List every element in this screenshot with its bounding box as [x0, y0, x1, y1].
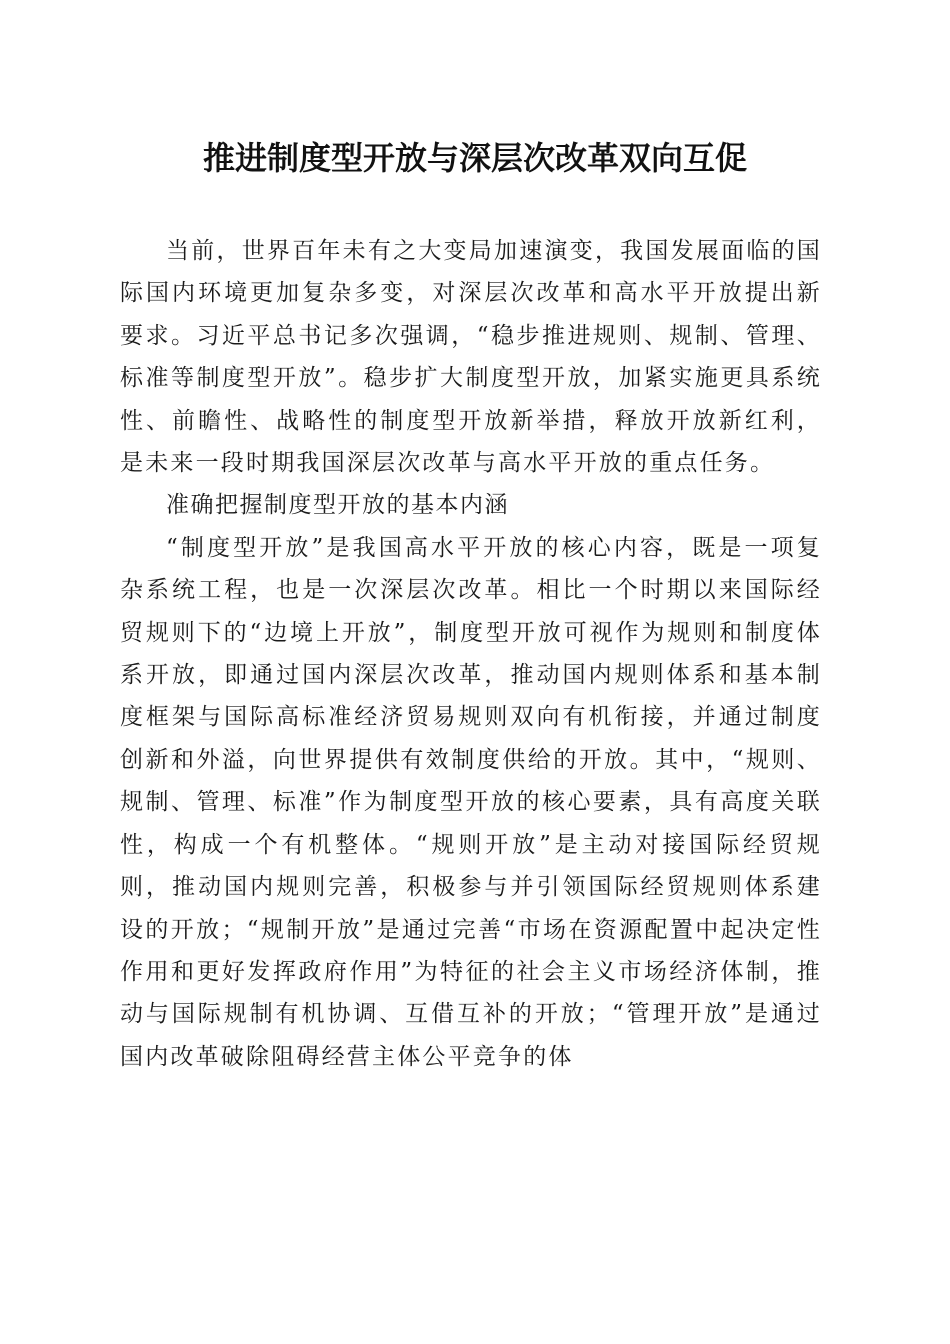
section-heading: 准确把握制度型开放的基本内涵 — [166, 492, 509, 519]
document-body — [120, 230, 822, 1078]
paragraph-intro: 当前，世界百年未有之大变局加速演变，我国发展面临的国际国内环境更加复杂多变，对深层次改革和高水平开放提出新要求。习近平总书记多次强调，“稳步推进规则、规制、管理、标准等制度型开放”。稳步扩大制度型开放，加紧实施更具系统性、前瞻性、战略性的制度型开放新举措，释放开放新红利，是未来一段时期我国深层次改革与高水平开放的重点任务。 — [120, 238, 822, 477]
paragraph-section-body: “制度型开放”是我国高水平开放的核心内容，既是一项复杂系统工程，也是一次深层次改革。相比一个时期以来国际经贸规则下的“边境上开放”，制度型开放可视作为规则和制度体系开放，即通过国内深层次改革，推动国内规则体系和基本制度框架与国际高标准经济贸易规则双向有机衔接，并通过制度创新和外溢，向世界提供有效制度供给的开放。其中，“规则、规制、管理、标准”作为制度型开放的核心要素，具有高度关联性，构成一个有机整体。“规则开放”是主动对接国际经贸规则，推动国内规则完善，积极参与并引领国际经贸规则体系建设的开放；“规制开放”是通过完善“市场在资源配置中起决定性作用和更好发挥政府作用”为特征的社会主义市场经济体制，推动与国际规制有机协调、互借互补的开放；“管理开放”是通过国内改革破除阻碍经营主体公平竞争的体 — [120, 534, 822, 1070]
document-title: 推进制度型开放与深层次改革双向互促 — [202, 139, 747, 177]
